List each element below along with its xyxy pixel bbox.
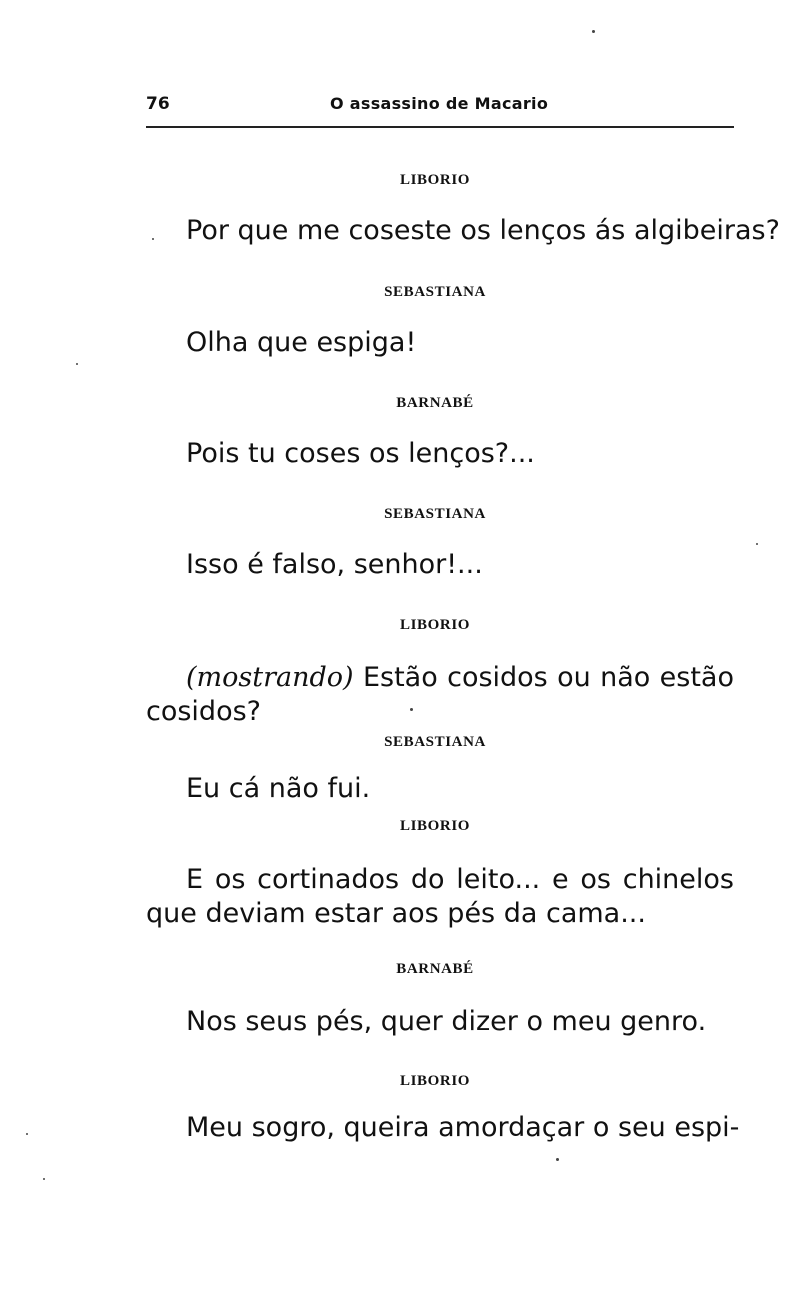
speaker-name: LIBORIO xyxy=(399,1073,471,1089)
scan-speck xyxy=(76,363,78,365)
speaker-name: BARNABÉ xyxy=(396,395,474,411)
scan-speck xyxy=(410,708,413,711)
dialogue-paragraph xyxy=(146,661,734,729)
dialogue-line: Meu sogro, queira amordaçar o seu espi- xyxy=(186,1112,740,1143)
header-rule xyxy=(146,126,734,128)
page-number: 76 xyxy=(146,94,170,114)
dialogue-line: Eu cá não fui. xyxy=(186,773,371,804)
dialogue-paragraph: E os cortinados do leito... e os chinelos que deviam estar aos pés da cama... xyxy=(146,864,734,929)
scan-speck xyxy=(152,238,154,240)
speaker-name: BARNABÉ xyxy=(396,961,474,977)
scan-speck xyxy=(556,1158,559,1161)
dialogue-line: Olha que espiga! xyxy=(186,327,417,358)
scan-speck xyxy=(43,1178,45,1180)
dialogue-text: Estão cosidos ou não estão cosidos? xyxy=(146,662,734,727)
scan-speck xyxy=(26,1133,28,1135)
dialogue-line: Isso é falso, senhor!... xyxy=(186,549,483,580)
scan-speck xyxy=(756,543,758,545)
dialogue-line: Nos seus pés, quer dizer o meu genro. xyxy=(186,1006,707,1037)
dialogue-line: Por que me coseste os lenços ás algibeiras? xyxy=(186,215,780,246)
speaker-name: LIBORIO xyxy=(399,818,471,834)
stage-direction: (mostrando) xyxy=(186,662,354,693)
speaker-name: SEBASTIANA xyxy=(384,506,486,522)
speaker-name: LIBORIO xyxy=(399,172,471,188)
running-title: O assassino de Macario xyxy=(330,94,549,113)
speaker-name: SEBASTIANA xyxy=(384,734,486,750)
speaker-name: LIBORIO xyxy=(399,617,471,633)
speaker-name: SEBASTIANA xyxy=(384,284,486,300)
dialogue-line: Pois tu coses os lenços?... xyxy=(186,438,535,469)
scan-speck xyxy=(592,30,595,33)
